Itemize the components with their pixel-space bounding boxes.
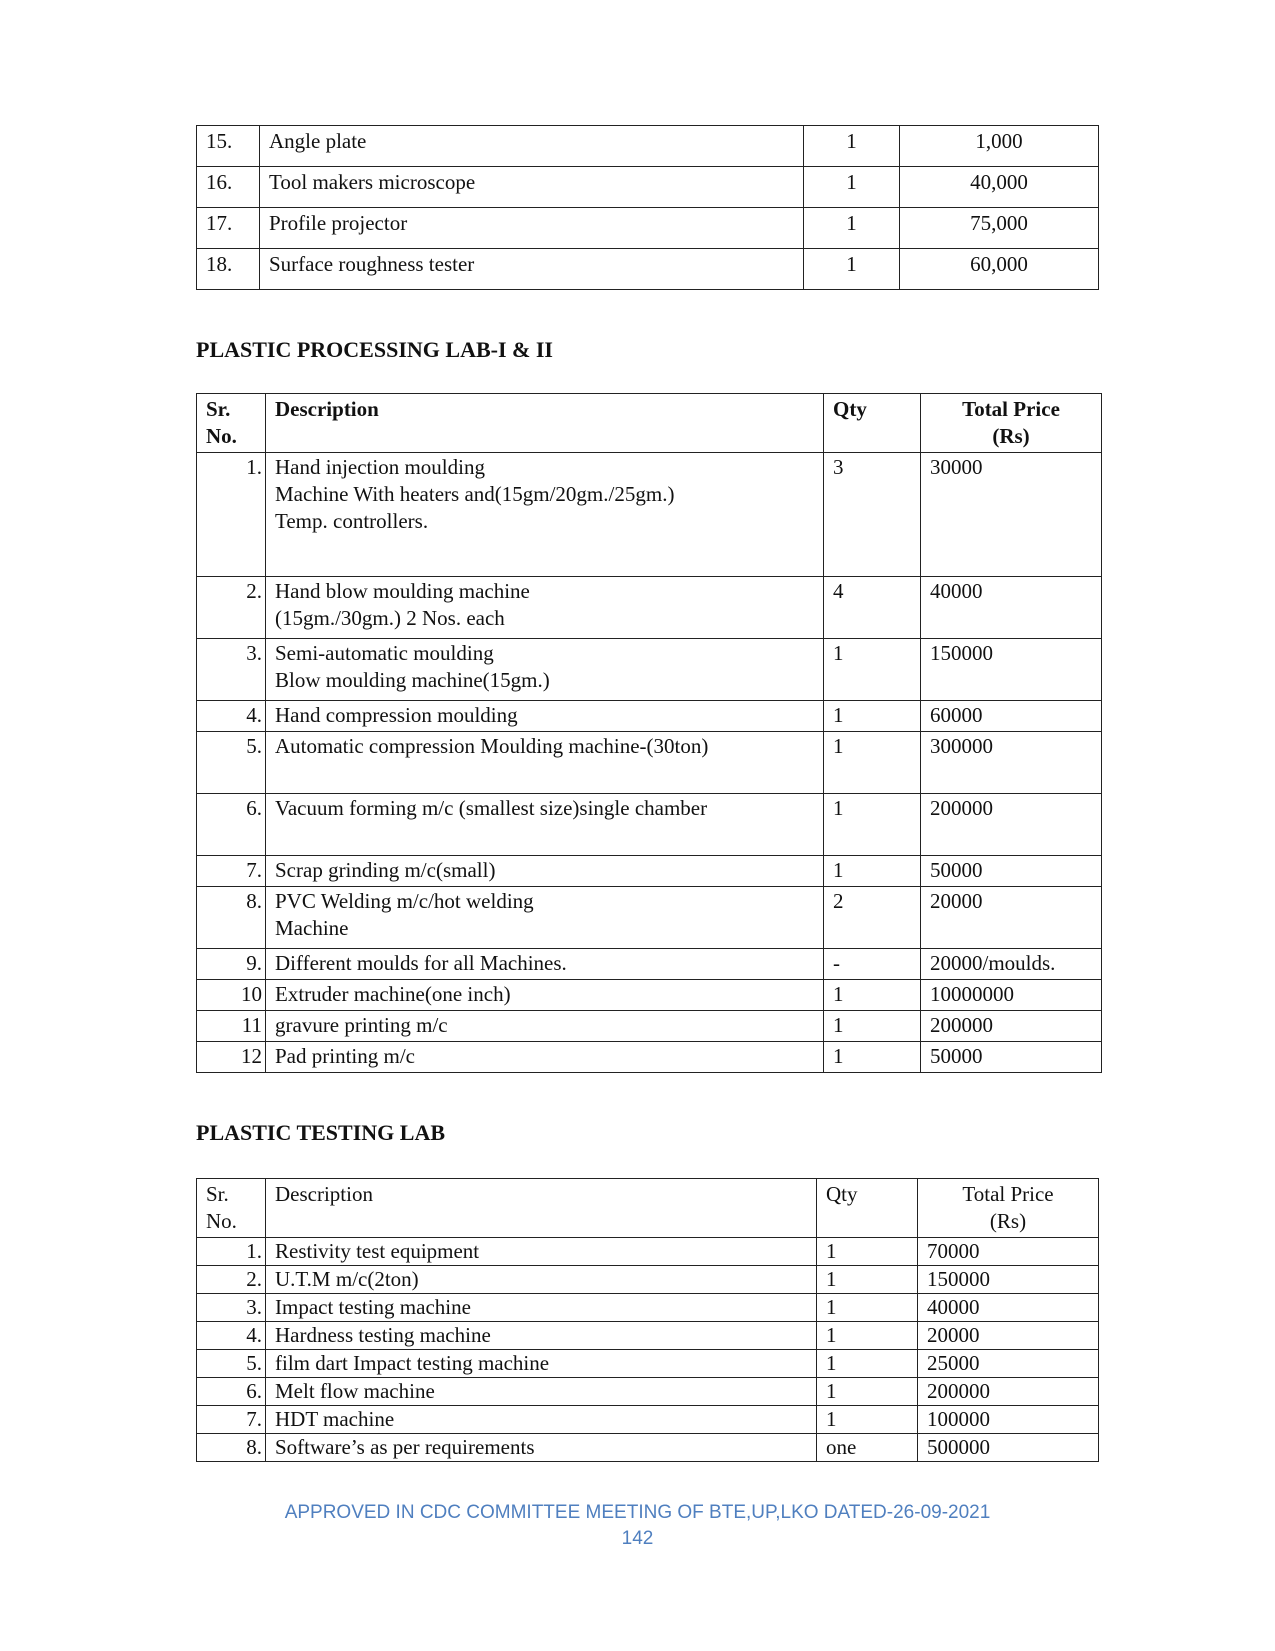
price: 60000: [921, 701, 1102, 732]
approval-footer: APPROVED IN CDC COMMITTEE MEETING OF BTE,UP,LKO DATED-26-09-2021: [284, 1502, 991, 1523]
quantity: 4: [824, 577, 921, 639]
description: Semi-automatic moulding Blow moulding machine(15gm.): [266, 639, 824, 701]
serial-number: 5.: [197, 732, 266, 794]
price: 25000: [918, 1350, 1099, 1378]
table-row: [197, 1238, 1099, 1266]
price: 300000: [921, 732, 1102, 794]
price: 60,000: [900, 249, 1099, 290]
price: 20000: [918, 1322, 1099, 1350]
serial-number: 6.: [197, 1378, 266, 1406]
quantity: 1: [817, 1350, 918, 1378]
price: 50000: [921, 856, 1102, 887]
description: Hand injection moulding Machine With heaters and(15gm/20gm./25gm.) Temp. controllers.: [266, 453, 824, 577]
serial-number: 2.: [197, 577, 266, 639]
serial-number: 15.: [197, 126, 260, 167]
description: HDT machine: [266, 1406, 817, 1434]
description: Tool makers microscope: [260, 167, 804, 208]
price: 500000: [918, 1434, 1099, 1462]
table-row: [197, 1406, 1099, 1434]
table-row: [197, 1266, 1099, 1294]
serial-number: 8.: [197, 1434, 266, 1462]
table-row: [197, 887, 1102, 949]
quantity: 1: [817, 1378, 918, 1406]
quantity: 1: [824, 639, 921, 701]
section-heading-processing-lab: PLASTIC PROCESSING LAB-I & II: [196, 337, 553, 362]
description: film dart Impact testing machine: [266, 1350, 817, 1378]
description: Vacuum forming m/c (smallest size)single chamber: [266, 794, 824, 856]
quantity: 1: [817, 1238, 918, 1266]
price: 40,000: [900, 167, 1099, 208]
serial-number: 10: [197, 980, 266, 1011]
description: Automatic compression Moulding machine-(30ton): [266, 732, 824, 794]
quantity: 1: [817, 1294, 918, 1322]
serial-number: 7.: [197, 856, 266, 887]
description: Scrap grinding m/c(small): [266, 856, 824, 887]
quantity: 1: [804, 126, 900, 167]
quantity: 1: [804, 249, 900, 290]
serial-number: 11: [197, 1011, 266, 1042]
serial-number: 4.: [197, 1322, 266, 1350]
table-row: [197, 980, 1102, 1011]
page-number: 142: [621, 1528, 654, 1549]
description: PVC Welding m/c/hot welding Machine: [266, 887, 824, 949]
table-header-row: [197, 1179, 1099, 1238]
table-row: [197, 577, 1102, 639]
header-description: Description: [266, 394, 824, 453]
description: Extruder machine(one inch): [266, 980, 824, 1011]
serial-number: 1.: [197, 1238, 266, 1266]
header-total-price: Total Price (Rs): [918, 1179, 1099, 1238]
table-row: [197, 126, 1099, 167]
table-row: [197, 856, 1102, 887]
description: Impact testing machine: [266, 1294, 817, 1322]
description: Different moulds for all Machines.: [266, 949, 824, 980]
price: 100000: [918, 1406, 1099, 1434]
table-row: [197, 1434, 1099, 1462]
table-row: [197, 639, 1102, 701]
table-row: [197, 701, 1102, 732]
description: Software’s as per requirements: [266, 1434, 817, 1462]
quantity: 1: [804, 208, 900, 249]
description: Angle plate: [260, 126, 804, 167]
quantity: 2: [824, 887, 921, 949]
price: 20000/moulds.: [921, 949, 1102, 980]
description: Profile projector: [260, 208, 804, 249]
header-total-price: Total Price (Rs): [921, 394, 1102, 453]
serial-number: 8.: [197, 887, 266, 949]
quantity: 1: [804, 167, 900, 208]
price: 30000: [921, 453, 1102, 577]
price: 150000: [918, 1266, 1099, 1294]
quantity: one: [817, 1434, 918, 1462]
table-row: [197, 1294, 1099, 1322]
price: 150000: [921, 639, 1102, 701]
description: Pad printing m/c: [266, 1042, 824, 1073]
section-heading-testing-lab: PLASTIC TESTING LAB: [196, 1120, 446, 1145]
price: 75,000: [900, 208, 1099, 249]
table-header-row: [197, 394, 1102, 453]
quantity: 1: [817, 1322, 918, 1350]
quantity: 1: [824, 856, 921, 887]
processing-lab-table: [196, 393, 1102, 1073]
quantity: 1: [824, 794, 921, 856]
serial-number: 3.: [197, 639, 266, 701]
price: 200000: [918, 1378, 1099, 1406]
table-row: [197, 1011, 1102, 1042]
table-row: [197, 1378, 1099, 1406]
table-row: [197, 732, 1102, 794]
price: 50000: [921, 1042, 1102, 1073]
description: Restivity test equipment: [266, 1238, 817, 1266]
table-row: [197, 1350, 1099, 1378]
price: 40000: [921, 577, 1102, 639]
header-serial-number: Sr. No.: [197, 1179, 266, 1238]
table-row: [197, 1322, 1099, 1350]
quantity: 1: [824, 732, 921, 794]
description: Hand blow moulding machine (15gm./30gm.) 2 Nos. each: [266, 577, 824, 639]
table-row: [197, 1042, 1102, 1073]
testing-lab-table: [196, 1178, 1099, 1462]
serial-number: 17.: [197, 208, 260, 249]
serial-number: 2.: [197, 1266, 266, 1294]
table-row: [197, 949, 1102, 980]
description: U.T.M m/c(2ton): [266, 1266, 817, 1294]
table-row: [197, 167, 1099, 208]
serial-number: 18.: [197, 249, 260, 290]
price: 10000000: [921, 980, 1102, 1011]
price: 20000: [921, 887, 1102, 949]
header-qty: Qty: [817, 1179, 918, 1238]
table-row: [197, 249, 1099, 290]
serial-number: 5.: [197, 1350, 266, 1378]
quantity: 1: [824, 701, 921, 732]
serial-number: 1.: [197, 453, 266, 577]
price: 200000: [921, 794, 1102, 856]
serial-number: 7.: [197, 1406, 266, 1434]
table-row: [197, 208, 1099, 249]
quantity: 1: [824, 1042, 921, 1073]
header-qty: Qty: [824, 394, 921, 453]
quantity: 1: [817, 1266, 918, 1294]
price: 200000: [921, 1011, 1102, 1042]
description: gravure printing m/c: [266, 1011, 824, 1042]
price: 1,000: [900, 126, 1099, 167]
serial-number: 3.: [197, 1294, 266, 1322]
price: 40000: [918, 1294, 1099, 1322]
table-row: [197, 794, 1102, 856]
quantity: 1: [824, 1011, 921, 1042]
equipment-table-continued: [196, 125, 1099, 290]
table-row: [197, 453, 1102, 577]
serial-number: 12: [197, 1042, 266, 1073]
serial-number: 16.: [197, 167, 260, 208]
header-description: Description: [266, 1179, 817, 1238]
header-serial-number: Sr. No.: [197, 394, 266, 453]
price: 70000: [918, 1238, 1099, 1266]
quantity: 1: [817, 1406, 918, 1434]
description: Melt flow machine: [266, 1378, 817, 1406]
description: Surface roughness tester: [260, 249, 804, 290]
quantity: 3: [824, 453, 921, 577]
quantity: -: [824, 949, 921, 980]
serial-number: 6.: [197, 794, 266, 856]
description: Hand compression moulding: [266, 701, 824, 732]
description: Hardness testing machine: [266, 1322, 817, 1350]
serial-number: 4.: [197, 701, 266, 732]
serial-number: 9.: [197, 949, 266, 980]
quantity: 1: [824, 980, 921, 1011]
